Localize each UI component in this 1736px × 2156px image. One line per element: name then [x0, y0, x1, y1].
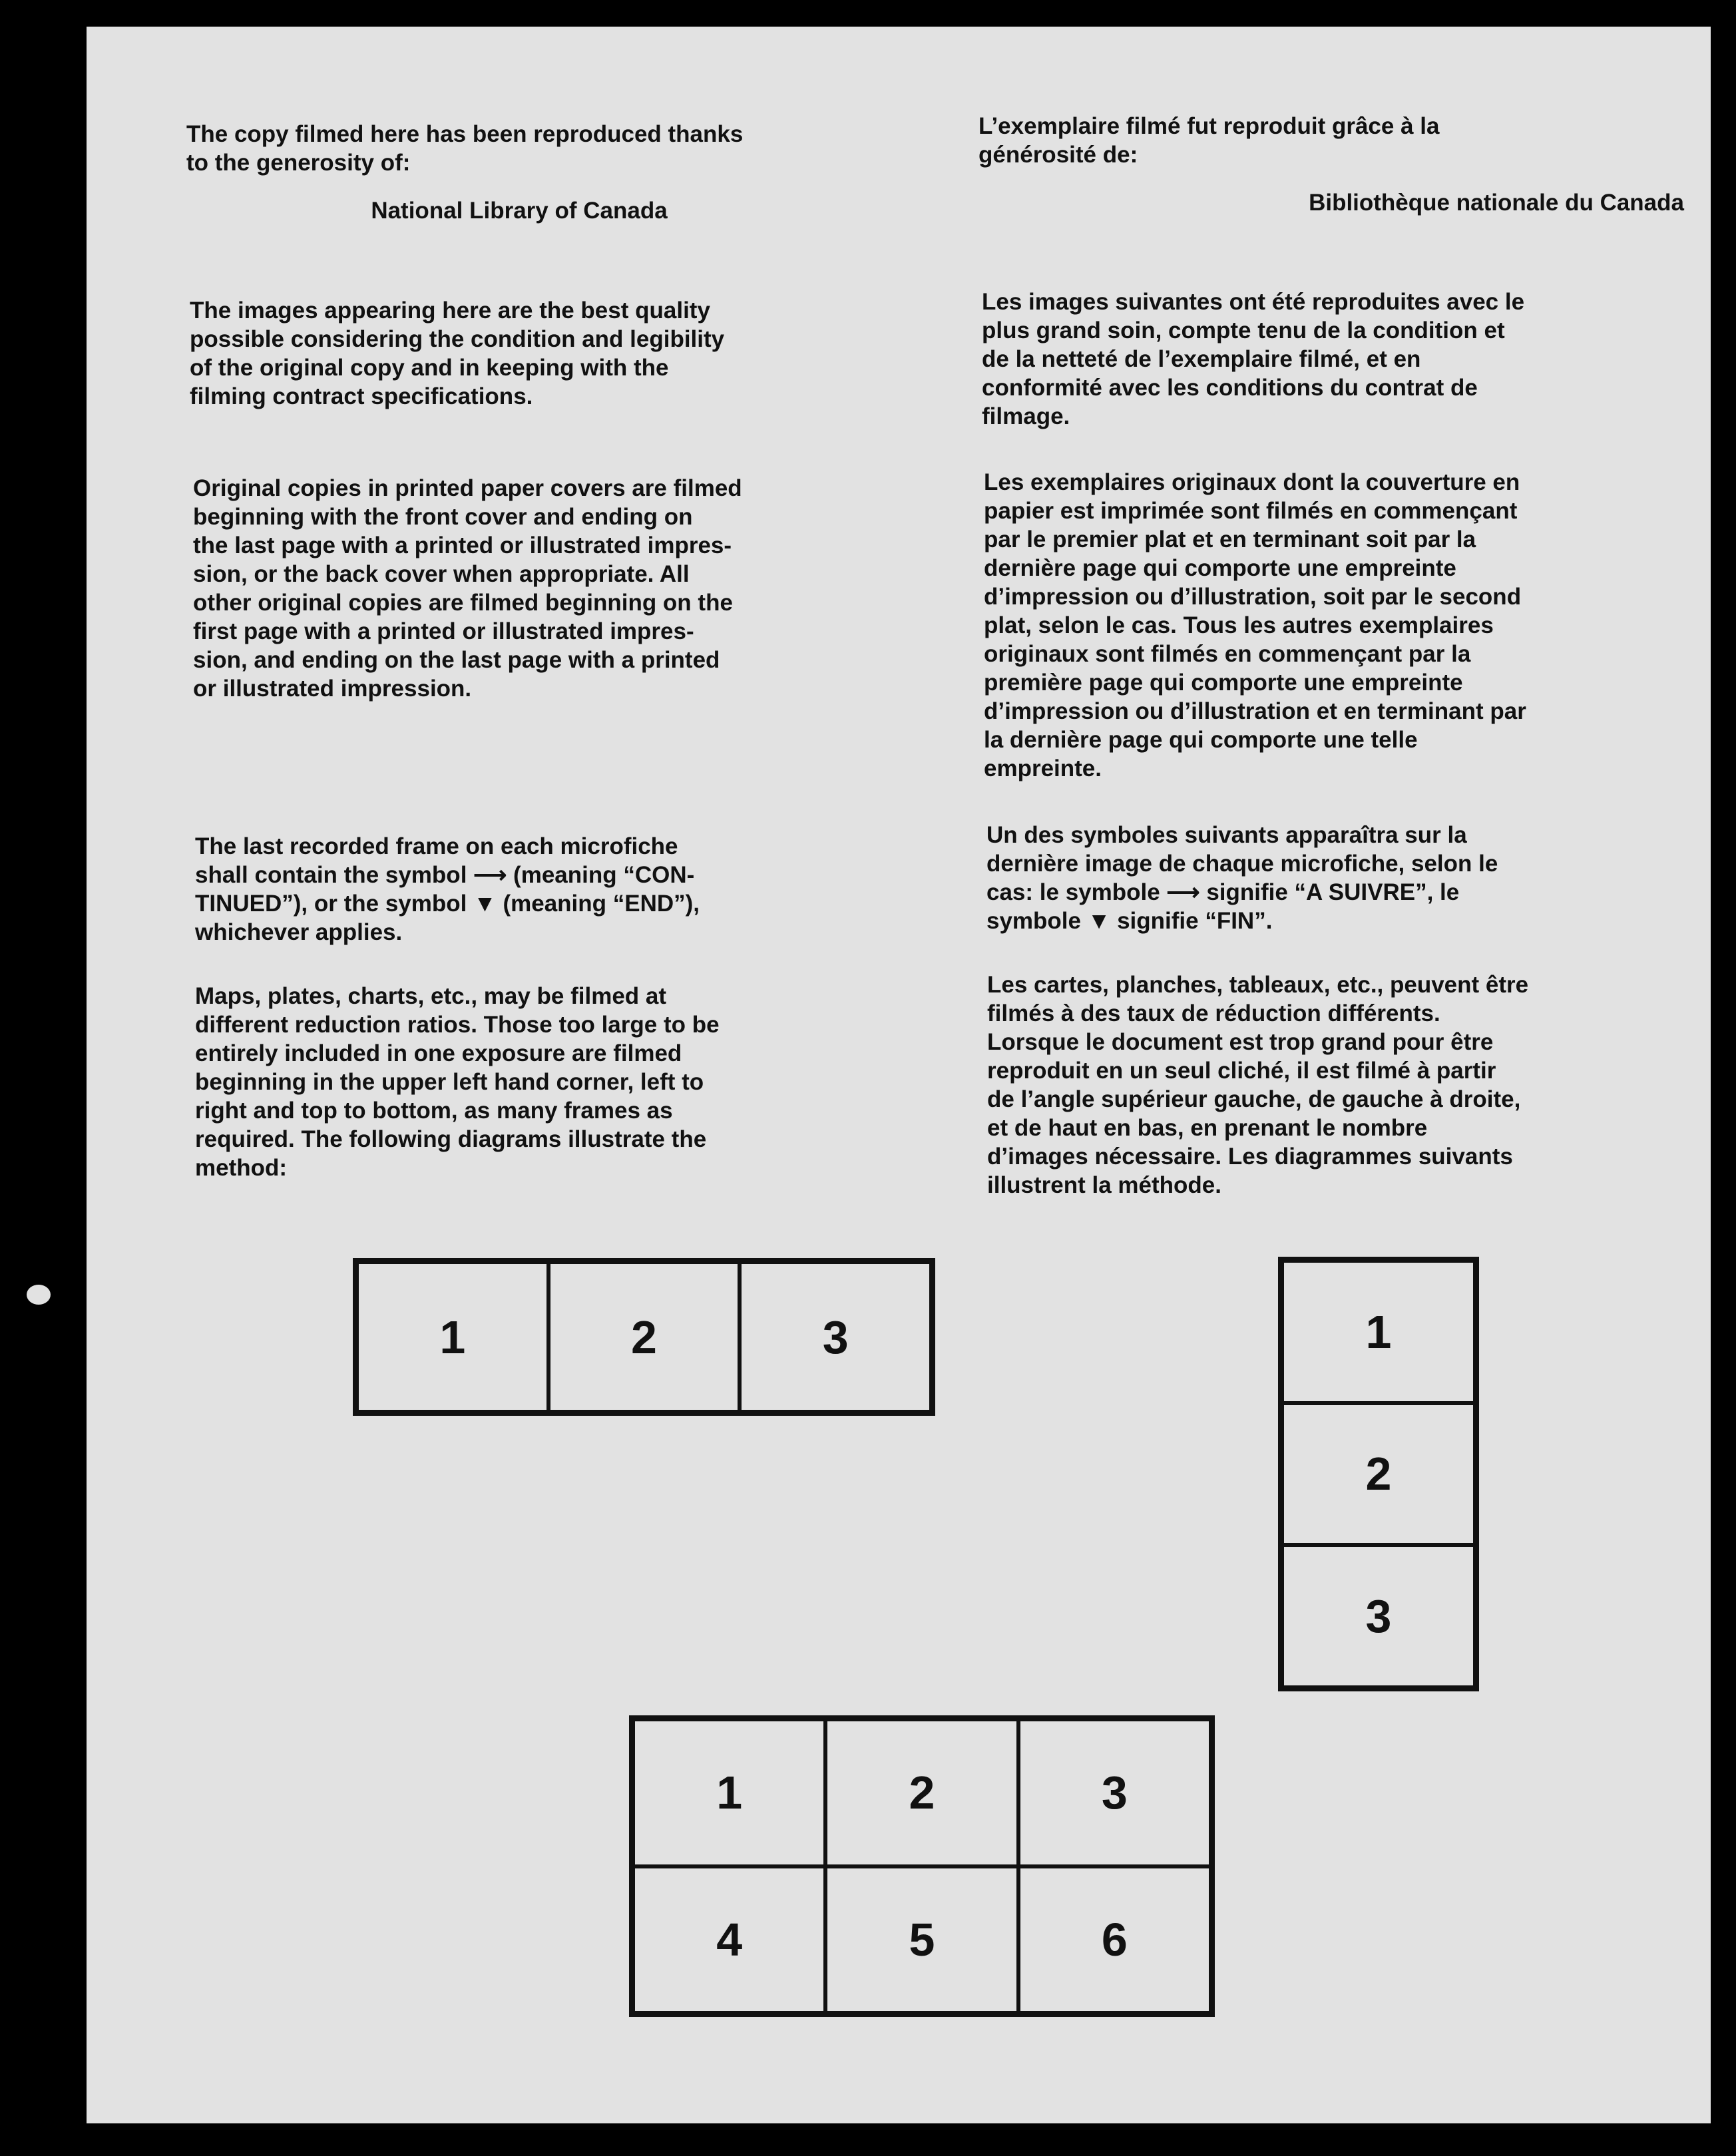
thanks-text-en: The copy filmed here has been reproduced thanks to the generosity of: — [186, 121, 744, 176]
quality-text-fr: Les images suivantes ont été reproduites avec le plus grand soin, compte tenu de la condition et de la netteté de l’exemplaire filmé, et en conformité avec les conditions du contrat de filmage. — [982, 289, 1525, 429]
maps-text-en: Maps, plates, charts, etc., may be filmed at different reduction ratios. Those too large to be entirely included in one exposure are filmed beginning in the upper left hand corner, left to right and top to bottom, as many frames as required. The following diagrams illustrate the method: — [195, 983, 720, 1181]
covers-text-en: Original copies in printed paper covers are filmed beginning with the front cover and ending on the last page with a printed or illustrated impres- sion, or the back cover when appropriate. All other original copies are filmed beginning on the first page with a printed or illustrated impres- sion, and ending on the last page with a printed or illustrated impression. — [193, 475, 742, 702]
frame-cell: 2 — [825, 1719, 1018, 1866]
diagram-grid — [629, 1715, 1215, 2017]
frame-cell: 1 — [633, 1719, 825, 1866]
scan-speck — [103, 353, 120, 373]
covers-text-fr: Les exemplaires originaux dont la couverture en papier est imprimée sont filmés en commençant par le premier plat et en terminant soit par la dernière page qui comporte une empreinte d’impression ou d’illustration, soit par le second plat, selon le cas. Tous les autres exemplaires originaux sont filmés en commençant par la première page qui comporte une empreinte d’impression ou d’illustration et en terminant par la dernière page qui comporte une telle empreinte. — [984, 469, 1526, 781]
frame-cell: 3 — [1282, 1545, 1475, 1687]
document-page — [87, 27, 1711, 2123]
frame-cell: 3 — [740, 1262, 931, 1412]
frame-cell: 2 — [1282, 1403, 1475, 1546]
frame-cell: 4 — [633, 1866, 825, 2014]
institution-en: National Library of Canada — [371, 198, 668, 224]
institution-fr: Bibliothèque nationale du Canada — [1309, 190, 1684, 216]
quality-text-en: The images appearing here are the best quality possible considering the condition and legibility of the original copy and in keeping with the filming contract specifications. — [190, 298, 725, 409]
diagram-horizontal — [353, 1258, 935, 1416]
thanks-text-fr: L’exemplaire filmé fut reproduit grâce à la générosité de: — [978, 113, 1440, 168]
frame-cell: 1 — [357, 1262, 548, 1412]
scan-speck — [27, 1285, 51, 1305]
frame-cell: 5 — [825, 1866, 1018, 2014]
frame-cell: 1 — [1282, 1261, 1475, 1403]
frame-cell: 3 — [1018, 1719, 1211, 1866]
diagram-vertical — [1278, 1257, 1479, 1691]
symbols-text-en: The last recorded frame on each microfiche shall contain the symbol ⟶ (meaning “CON- TINUED”), or the symbol ▼ (meaning “END”), whichever applies. — [195, 833, 700, 945]
symbols-text-fr: Un des symboles suivants apparaîtra sur la dernière image de chaque microfiche, selon le cas: le symbole ⟶ signifie “A SUIVRE”, le symbole ▼ signifie “FIN”. — [986, 822, 1498, 934]
frame-cell: 2 — [548, 1262, 740, 1412]
frame-cell: 6 — [1018, 1866, 1211, 2014]
maps-text-fr: Les cartes, planches, tableaux, etc., peuvent être filmés à des taux de réduction différents. Lorsque le document est trop grand pour être reproduit en un seul cliché, il est filmé à partir de l’angle supérieur gauche, de gauche à droite, et de haut en bas, en prenant le nombre d’images nécessaire. Les diagrammes suivants illustrent la méthode. — [987, 972, 1529, 1198]
